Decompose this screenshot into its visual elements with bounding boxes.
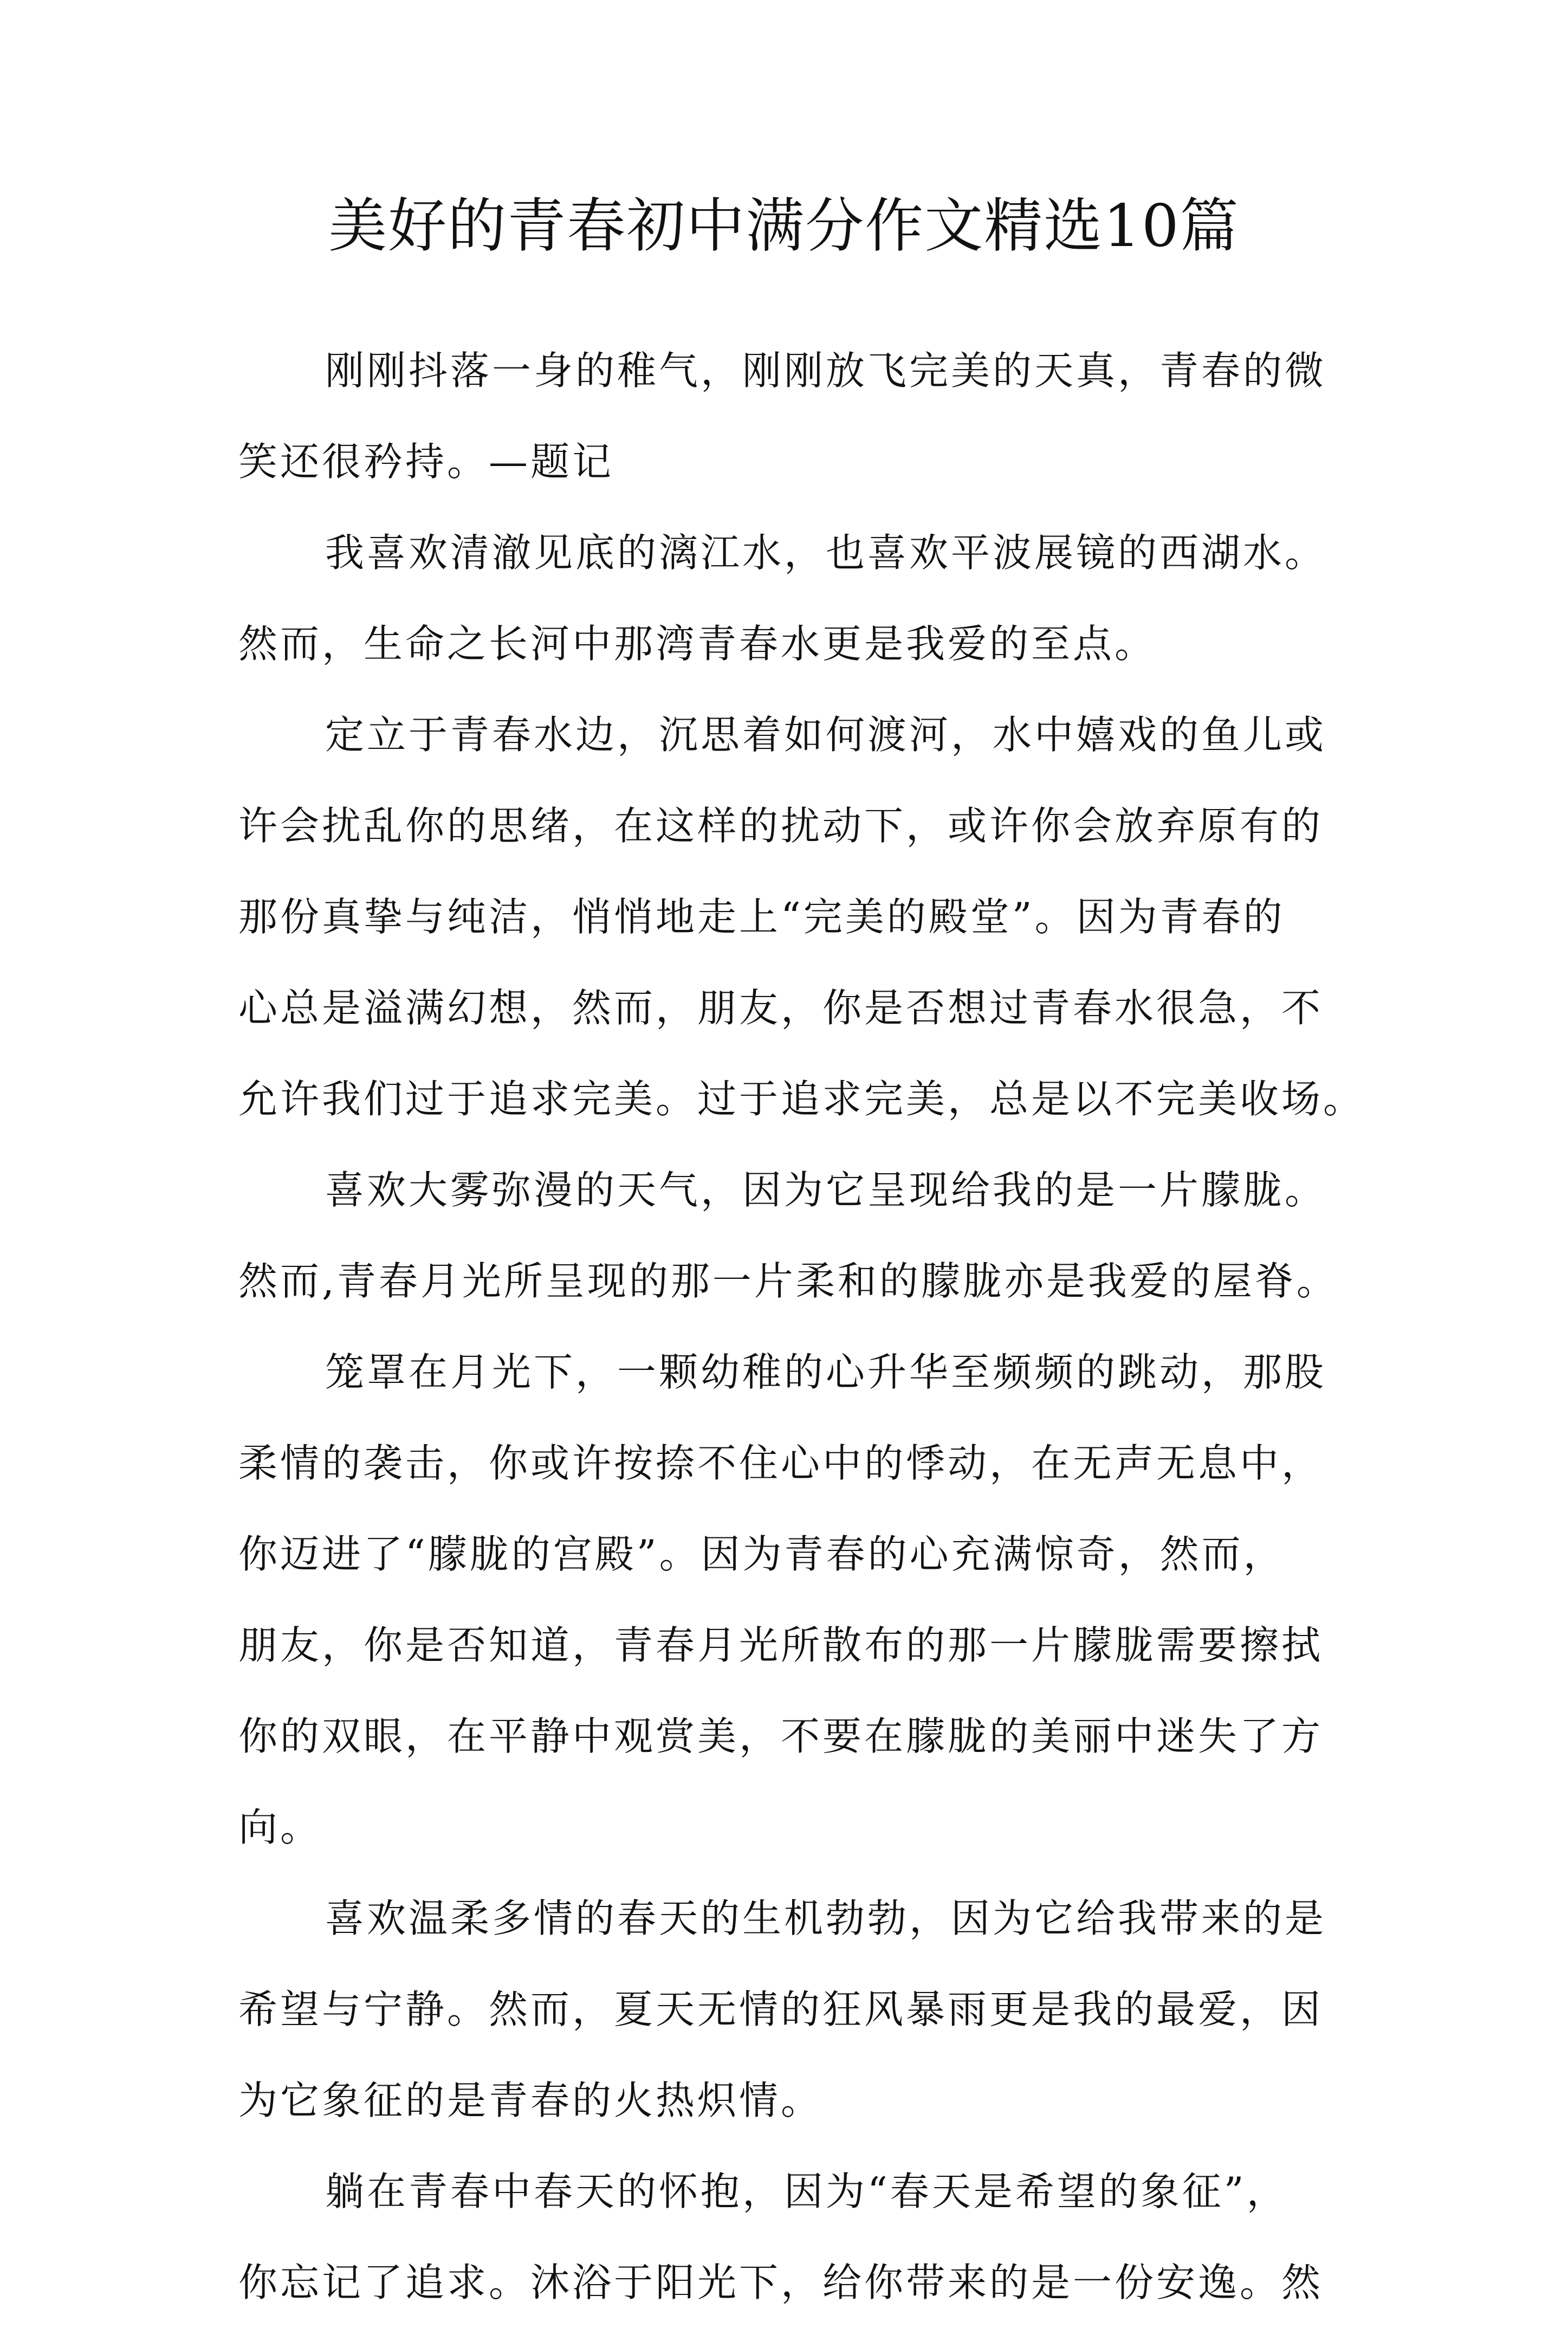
paragraph-line: 允许我们过于追求完美。过于追求完美，总是以不完美收场。: [238, 1076, 1365, 1122]
paragraph-first-line: 躺在青春中春天的怀抱，因为“春天是希望的象征”，: [325, 2169, 1288, 2214]
paragraph-line: 然而，生命之长河中那湾青春水更是我爱的至点。: [238, 621, 1157, 667]
paragraph-first-line: 喜欢温柔多情的春天的生机勃勃，因为它给我带来的是: [325, 1896, 1327, 1941]
paragraph-line: 朋友，你是否知道，青春月光所散布的那一片朦胧需要擦拭: [238, 1622, 1324, 1668]
paragraph-line: 你迈进了“朦胧的宫殿”。因为青春的心充满惊奇，然而，: [238, 1531, 1285, 1577]
paragraph-first-line: 笼罩在月光下，一颗幼稚的心升华至频频的跳动，那股: [325, 1349, 1327, 1395]
document-body: [238, 325, 1365, 2328]
paragraph-line: 为它象征的是青春的火热炽情。: [238, 2078, 823, 2123]
paragraph-first-line: 喜欢大雾弥漫的天气，因为它呈现给我的是一片朦胧。: [325, 1167, 1327, 1213]
paragraph-line: 柔情的袭击，你或许按捺不住心中的悸动，在无声无息中，: [238, 1440, 1324, 1486]
paragraph-first-line: 我喜欢清澈见底的漓江水，也喜欢平波展镜的西湖水。: [325, 530, 1327, 575]
paragraph-first-line: 定立于青春水边，沉思着如何渡河，水中嬉戏的鱼儿或: [325, 712, 1327, 758]
document-title: 美好的青春初中满分作文精选10篇: [328, 192, 1240, 260]
paragraph-line: 希望与宁静。然而，夏天无情的狂风暴雨更是我的最爱，因: [238, 1987, 1324, 2032]
paragraph-line: 然而,青春月光所呈现的那一片柔和的朦胧亦是我爱的屋脊。: [238, 1258, 1338, 1304]
paragraph-line: 笑还很矜持。—题记: [238, 439, 614, 484]
paragraph-line: 你的双眼，在平静中观赏美，不要在朦胧的美丽中迷失了方: [238, 1713, 1324, 1759]
paragraph-line: 那份真挚与纯洁，悄悄地走上“完美的殿堂”。因为青春的: [238, 894, 1285, 940]
paragraph-line: 你忘记了追求。沐浴于阳光下，给你带来的是一份安逸。然: [238, 2260, 1324, 2305]
paragraph-line: 许会扰乱你的思绪，在这样的扰动下，或许你会放弃原有的: [238, 803, 1324, 849]
paragraph-line: 心总是溢满幻想，然而，朋友，你是否想过青春水很急，不: [238, 985, 1324, 1031]
paragraph-first-line: 刚刚抖落一身的稚气，刚刚放飞完美的天真，青春的微: [325, 348, 1327, 393]
paragraph-line: 向。: [238, 1805, 322, 1850]
